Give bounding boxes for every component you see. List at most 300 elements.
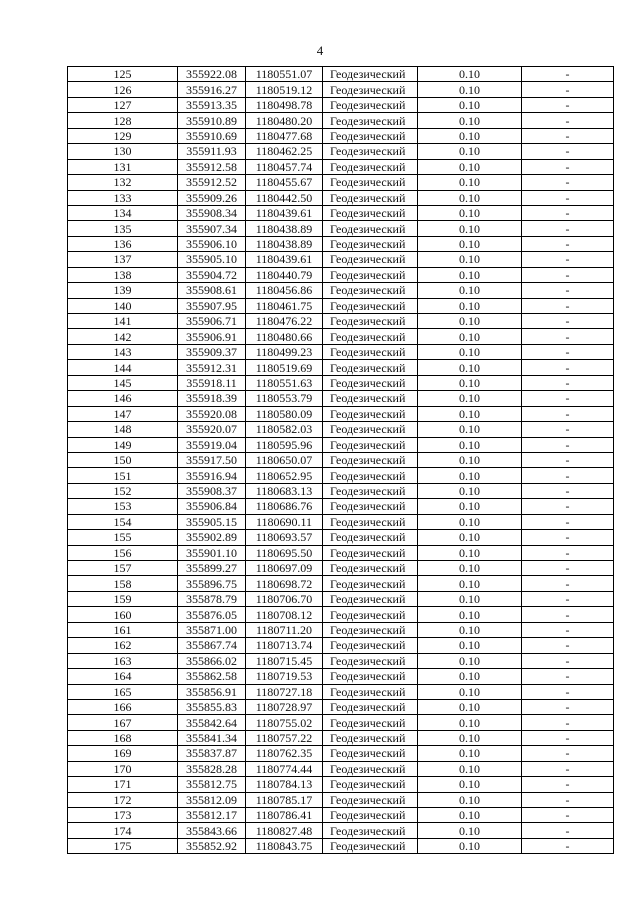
accuracy-cell: 0.10 (418, 669, 522, 684)
accuracy-cell: 0.10 (418, 777, 522, 792)
method-cell: Геодезический (323, 375, 418, 390)
table-row (68, 236, 614, 251)
x-coordinate-cell: 355856.91 (178, 684, 246, 699)
point-number-cell: 163 (68, 653, 178, 668)
point-number-cell: 129 (68, 128, 178, 143)
y-coordinate-cell: 1180440.79 (246, 267, 323, 282)
accuracy-cell: 0.10 (418, 730, 522, 745)
table-row (68, 252, 614, 267)
method-cell: Геодезический (323, 545, 418, 560)
y-coordinate-cell: 1180498.78 (246, 97, 323, 112)
description-cell: - (522, 576, 614, 591)
description-cell: - (522, 730, 614, 745)
method-cell: Геодезический (323, 329, 418, 344)
y-coordinate-cell: 1180476.22 (246, 314, 323, 329)
point-number-cell: 155 (68, 530, 178, 545)
method-cell: Геодезический (323, 314, 418, 329)
accuracy-cell: 0.10 (418, 236, 522, 251)
table-row (68, 97, 614, 112)
accuracy-cell: 0.10 (418, 468, 522, 483)
accuracy-cell: 0.10 (418, 82, 522, 97)
y-coordinate-cell: 1180519.69 (246, 360, 323, 375)
description-cell: - (522, 607, 614, 622)
accuracy-cell: 0.10 (418, 746, 522, 761)
method-cell: Геодезический (323, 699, 418, 714)
x-coordinate-cell: 355828.28 (178, 761, 246, 776)
description-cell: - (522, 205, 614, 220)
method-cell: Геодезический (323, 267, 418, 282)
x-coordinate-cell: 355917.50 (178, 452, 246, 467)
coordinates-table-body (68, 67, 614, 854)
y-coordinate-cell: 1180774.44 (246, 761, 323, 776)
table-row (68, 437, 614, 452)
x-coordinate-cell: 355899.27 (178, 561, 246, 576)
x-coordinate-cell: 355852.92 (178, 838, 246, 853)
table-row (68, 159, 614, 174)
point-number-cell: 140 (68, 298, 178, 313)
x-coordinate-cell: 355918.11 (178, 375, 246, 390)
table-row (68, 838, 614, 853)
table-row (68, 514, 614, 529)
accuracy-cell: 0.10 (418, 838, 522, 853)
method-cell: Геодезический (323, 561, 418, 576)
table-row (68, 530, 614, 545)
point-number-cell: 148 (68, 422, 178, 437)
table-row (68, 205, 614, 220)
description-cell: - (522, 329, 614, 344)
table-row (68, 561, 614, 576)
table-row (68, 653, 614, 668)
y-coordinate-cell: 1180580.09 (246, 406, 323, 421)
accuracy-cell: 0.10 (418, 360, 522, 375)
description-cell: - (522, 391, 614, 406)
x-coordinate-cell: 355841.34 (178, 730, 246, 745)
description-cell: - (522, 128, 614, 143)
description-cell: - (522, 67, 614, 82)
table-row (68, 761, 614, 776)
table-row (68, 452, 614, 467)
table-row (68, 314, 614, 329)
accuracy-cell: 0.10 (418, 638, 522, 653)
y-coordinate-cell: 1180827.48 (246, 823, 323, 838)
y-coordinate-cell: 1180708.12 (246, 607, 323, 622)
point-number-cell: 159 (68, 591, 178, 606)
point-number-cell: 173 (68, 808, 178, 823)
table-row (68, 267, 614, 282)
description-cell: - (522, 190, 614, 205)
x-coordinate-cell: 355912.52 (178, 175, 246, 190)
x-coordinate-cell: 355905.10 (178, 252, 246, 267)
accuracy-cell: 0.10 (418, 175, 522, 190)
y-coordinate-cell: 1180697.09 (246, 561, 323, 576)
description-cell: - (522, 622, 614, 637)
point-number-cell: 126 (68, 82, 178, 97)
y-coordinate-cell: 1180713.74 (246, 638, 323, 653)
point-number-cell: 152 (68, 483, 178, 498)
description-cell: - (522, 113, 614, 128)
point-number-cell: 153 (68, 499, 178, 514)
x-coordinate-cell: 355908.37 (178, 483, 246, 498)
x-coordinate-cell: 355912.58 (178, 159, 246, 174)
method-cell: Геодезический (323, 715, 418, 730)
y-coordinate-cell: 1180551.63 (246, 375, 323, 390)
y-coordinate-cell: 1180477.68 (246, 128, 323, 143)
table-row (68, 622, 614, 637)
point-number-cell: 128 (68, 113, 178, 128)
point-number-cell: 170 (68, 761, 178, 776)
y-coordinate-cell: 1180595.96 (246, 437, 323, 452)
y-coordinate-cell: 1180455.67 (246, 175, 323, 190)
description-cell: - (522, 514, 614, 529)
table-row (68, 283, 614, 298)
accuracy-cell: 0.10 (418, 375, 522, 390)
y-coordinate-cell: 1180757.22 (246, 730, 323, 745)
accuracy-cell: 0.10 (418, 514, 522, 529)
method-cell: Геодезический (323, 761, 418, 776)
y-coordinate-cell: 1180551.07 (246, 67, 323, 82)
x-coordinate-cell: 355901.10 (178, 545, 246, 560)
table-row (68, 499, 614, 514)
method-cell: Геодезический (323, 252, 418, 267)
table-row (68, 175, 614, 190)
y-coordinate-cell: 1180695.50 (246, 545, 323, 560)
method-cell: Геодезический (323, 777, 418, 792)
y-coordinate-cell: 1180762.35 (246, 746, 323, 761)
accuracy-cell: 0.10 (418, 391, 522, 406)
point-number-cell: 130 (68, 144, 178, 159)
description-cell: - (522, 499, 614, 514)
x-coordinate-cell: 355902.89 (178, 530, 246, 545)
y-coordinate-cell: 1180438.89 (246, 221, 323, 236)
table-row (68, 391, 614, 406)
table-row (68, 375, 614, 390)
method-cell: Геодезический (323, 591, 418, 606)
table-row (68, 607, 614, 622)
point-number-cell: 160 (68, 607, 178, 622)
description-cell: - (522, 483, 614, 498)
description-cell: - (522, 823, 614, 838)
description-cell: - (522, 792, 614, 807)
description-cell: - (522, 653, 614, 668)
accuracy-cell: 0.10 (418, 622, 522, 637)
description-cell: - (522, 406, 614, 421)
point-number-cell: 165 (68, 684, 178, 699)
description-cell: - (522, 236, 614, 251)
description-cell: - (522, 746, 614, 761)
description-cell: - (522, 314, 614, 329)
accuracy-cell: 0.10 (418, 653, 522, 668)
coordinates-table (67, 66, 614, 854)
x-coordinate-cell: 355855.83 (178, 699, 246, 714)
y-coordinate-cell: 1180480.20 (246, 113, 323, 128)
method-cell: Геодезический (323, 622, 418, 637)
description-cell: - (522, 468, 614, 483)
page-number: 4 (316, 43, 324, 58)
method-cell: Геодезический (323, 175, 418, 190)
table-row (68, 638, 614, 653)
method-cell: Геодезический (323, 792, 418, 807)
x-coordinate-cell: 355812.09 (178, 792, 246, 807)
point-number-cell: 149 (68, 437, 178, 452)
x-coordinate-cell: 355842.64 (178, 715, 246, 730)
y-coordinate-cell: 1180553.79 (246, 391, 323, 406)
method-cell: Геодезический (323, 113, 418, 128)
table-row (68, 715, 614, 730)
y-coordinate-cell: 1180755.02 (246, 715, 323, 730)
description-cell: - (522, 144, 614, 159)
method-cell: Геодезический (323, 499, 418, 514)
point-number-cell: 131 (68, 159, 178, 174)
accuracy-cell: 0.10 (418, 499, 522, 514)
table-row (68, 699, 614, 714)
description-cell: - (522, 715, 614, 730)
accuracy-cell: 0.10 (418, 144, 522, 159)
accuracy-cell: 0.10 (418, 452, 522, 467)
x-coordinate-cell: 355908.61 (178, 283, 246, 298)
x-coordinate-cell: 355904.72 (178, 267, 246, 282)
method-cell: Геодезический (323, 283, 418, 298)
accuracy-cell: 0.10 (418, 159, 522, 174)
y-coordinate-cell: 1180698.72 (246, 576, 323, 591)
description-cell: - (522, 561, 614, 576)
point-number-cell: 138 (68, 267, 178, 282)
point-number-cell: 174 (68, 823, 178, 838)
accuracy-cell: 0.10 (418, 715, 522, 730)
x-coordinate-cell: 355910.89 (178, 113, 246, 128)
x-coordinate-cell: 355916.94 (178, 468, 246, 483)
method-cell: Геодезический (323, 236, 418, 251)
point-number-cell: 168 (68, 730, 178, 745)
table-row (68, 792, 614, 807)
x-coordinate-cell: 355896.75 (178, 576, 246, 591)
point-number-cell: 142 (68, 329, 178, 344)
description-cell: - (522, 838, 614, 853)
description-cell: - (522, 452, 614, 467)
point-number-cell: 167 (68, 715, 178, 730)
method-cell: Геодезический (323, 406, 418, 421)
point-number-cell: 166 (68, 699, 178, 714)
table-row (68, 190, 614, 205)
description-cell: - (522, 344, 614, 359)
point-number-cell: 137 (68, 252, 178, 267)
y-coordinate-cell: 1180480.66 (246, 329, 323, 344)
point-number-cell: 143 (68, 344, 178, 359)
y-coordinate-cell: 1180690.11 (246, 514, 323, 529)
table-row (68, 67, 614, 82)
x-coordinate-cell: 355878.79 (178, 591, 246, 606)
point-number-cell: 171 (68, 777, 178, 792)
point-number-cell: 145 (68, 375, 178, 390)
description-cell: - (522, 684, 614, 699)
y-coordinate-cell: 1180442.50 (246, 190, 323, 205)
table-row (68, 746, 614, 761)
method-cell: Геодезический (323, 128, 418, 143)
x-coordinate-cell: 355912.31 (178, 360, 246, 375)
description-cell: - (522, 375, 614, 390)
accuracy-cell: 0.10 (418, 530, 522, 545)
description-cell: - (522, 699, 614, 714)
accuracy-cell: 0.10 (418, 792, 522, 807)
x-coordinate-cell: 355919.04 (178, 437, 246, 452)
y-coordinate-cell: 1180727.18 (246, 684, 323, 699)
accuracy-cell: 0.10 (418, 267, 522, 282)
accuracy-cell: 0.10 (418, 298, 522, 313)
x-coordinate-cell: 355876.05 (178, 607, 246, 622)
description-cell: - (522, 591, 614, 606)
method-cell: Геодезический (323, 190, 418, 205)
y-coordinate-cell: 1180456.86 (246, 283, 323, 298)
method-cell: Геодезический (323, 82, 418, 97)
description-cell: - (522, 175, 614, 190)
x-coordinate-cell: 355909.26 (178, 190, 246, 205)
accuracy-cell: 0.10 (418, 205, 522, 220)
accuracy-cell: 0.10 (418, 483, 522, 498)
table-row (68, 221, 614, 236)
y-coordinate-cell: 1180438.89 (246, 236, 323, 251)
y-coordinate-cell: 1180461.75 (246, 298, 323, 313)
y-coordinate-cell: 1180715.45 (246, 653, 323, 668)
table-row (68, 591, 614, 606)
description-cell: - (522, 82, 614, 97)
description-cell: - (522, 283, 614, 298)
point-number-cell: 147 (68, 406, 178, 421)
point-number-cell: 136 (68, 236, 178, 251)
table-row (68, 82, 614, 97)
method-cell: Геодезический (323, 483, 418, 498)
table-row (68, 545, 614, 560)
x-coordinate-cell: 355871.00 (178, 622, 246, 637)
y-coordinate-cell: 1180652.95 (246, 468, 323, 483)
method-cell: Геодезический (323, 144, 418, 159)
method-cell: Геодезический (323, 530, 418, 545)
y-coordinate-cell: 1180683.13 (246, 483, 323, 498)
y-coordinate-cell: 1180711.20 (246, 622, 323, 637)
method-cell: Геодезический (323, 653, 418, 668)
table-row (68, 483, 614, 498)
description-cell: - (522, 545, 614, 560)
description-cell: - (522, 638, 614, 653)
table-row (68, 298, 614, 313)
point-number-cell: 132 (68, 175, 178, 190)
accuracy-cell: 0.10 (418, 314, 522, 329)
description-cell: - (522, 159, 614, 174)
x-coordinate-cell: 355812.75 (178, 777, 246, 792)
point-number-cell: 156 (68, 545, 178, 560)
method-cell: Геодезический (323, 576, 418, 591)
accuracy-cell: 0.10 (418, 545, 522, 560)
description-cell: - (522, 422, 614, 437)
method-cell: Геодезический (323, 669, 418, 684)
table-row (68, 684, 614, 699)
description-cell: - (522, 808, 614, 823)
accuracy-cell: 0.10 (418, 329, 522, 344)
point-number-cell: 141 (68, 314, 178, 329)
accuracy-cell: 0.10 (418, 283, 522, 298)
table-row (68, 144, 614, 159)
method-cell: Геодезический (323, 159, 418, 174)
method-cell: Геодезический (323, 67, 418, 82)
method-cell: Геодезический (323, 360, 418, 375)
x-coordinate-cell: 355905.15 (178, 514, 246, 529)
description-cell: - (522, 777, 614, 792)
method-cell: Геодезический (323, 437, 418, 452)
method-cell: Геодезический (323, 746, 418, 761)
y-coordinate-cell: 1180728.97 (246, 699, 323, 714)
x-coordinate-cell: 355866.02 (178, 653, 246, 668)
table-row (68, 329, 614, 344)
y-coordinate-cell: 1180462.25 (246, 144, 323, 159)
accuracy-cell: 0.10 (418, 128, 522, 143)
description-cell: - (522, 761, 614, 776)
x-coordinate-cell: 355909.37 (178, 344, 246, 359)
description-cell: - (522, 97, 614, 112)
method-cell: Геодезический (323, 514, 418, 529)
point-number-cell: 161 (68, 622, 178, 637)
description-cell: - (522, 360, 614, 375)
accuracy-cell: 0.10 (418, 437, 522, 452)
table-row (68, 730, 614, 745)
x-coordinate-cell: 355906.84 (178, 499, 246, 514)
accuracy-cell: 0.10 (418, 761, 522, 776)
x-coordinate-cell: 355918.39 (178, 391, 246, 406)
x-coordinate-cell: 355907.95 (178, 298, 246, 313)
y-coordinate-cell: 1180784.13 (246, 777, 323, 792)
x-coordinate-cell: 355916.27 (178, 82, 246, 97)
point-number-cell: 154 (68, 514, 178, 529)
y-coordinate-cell: 1180439.61 (246, 205, 323, 220)
y-coordinate-cell: 1180457.74 (246, 159, 323, 174)
y-coordinate-cell: 1180686.76 (246, 499, 323, 514)
table-row (68, 113, 614, 128)
y-coordinate-cell: 1180693.57 (246, 530, 323, 545)
x-coordinate-cell: 355843.66 (178, 823, 246, 838)
accuracy-cell: 0.10 (418, 190, 522, 205)
accuracy-cell: 0.10 (418, 422, 522, 437)
x-coordinate-cell: 355862.58 (178, 669, 246, 684)
point-number-cell: 139 (68, 283, 178, 298)
point-number-cell: 162 (68, 638, 178, 653)
point-number-cell: 172 (68, 792, 178, 807)
accuracy-cell: 0.10 (418, 561, 522, 576)
x-coordinate-cell: 355906.10 (178, 236, 246, 251)
method-cell: Геодезический (323, 838, 418, 853)
point-number-cell: 157 (68, 561, 178, 576)
method-cell: Геодезический (323, 422, 418, 437)
x-coordinate-cell: 355911.93 (178, 144, 246, 159)
x-coordinate-cell: 355837.87 (178, 746, 246, 761)
accuracy-cell: 0.10 (418, 221, 522, 236)
accuracy-cell: 0.10 (418, 699, 522, 714)
method-cell: Геодезический (323, 607, 418, 622)
table-row (68, 360, 614, 375)
accuracy-cell: 0.10 (418, 252, 522, 267)
table-row (68, 669, 614, 684)
table-row (68, 406, 614, 421)
point-number-cell: 135 (68, 221, 178, 236)
accuracy-cell: 0.10 (418, 97, 522, 112)
x-coordinate-cell: 355920.08 (178, 406, 246, 421)
description-cell: - (522, 252, 614, 267)
point-number-cell: 133 (68, 190, 178, 205)
table-row (68, 823, 614, 838)
y-coordinate-cell: 1180843.75 (246, 838, 323, 853)
y-coordinate-cell: 1180786.41 (246, 808, 323, 823)
accuracy-cell: 0.10 (418, 808, 522, 823)
method-cell: Геодезический (323, 452, 418, 467)
point-number-cell: 127 (68, 97, 178, 112)
method-cell: Геодезический (323, 97, 418, 112)
method-cell: Геодезический (323, 221, 418, 236)
